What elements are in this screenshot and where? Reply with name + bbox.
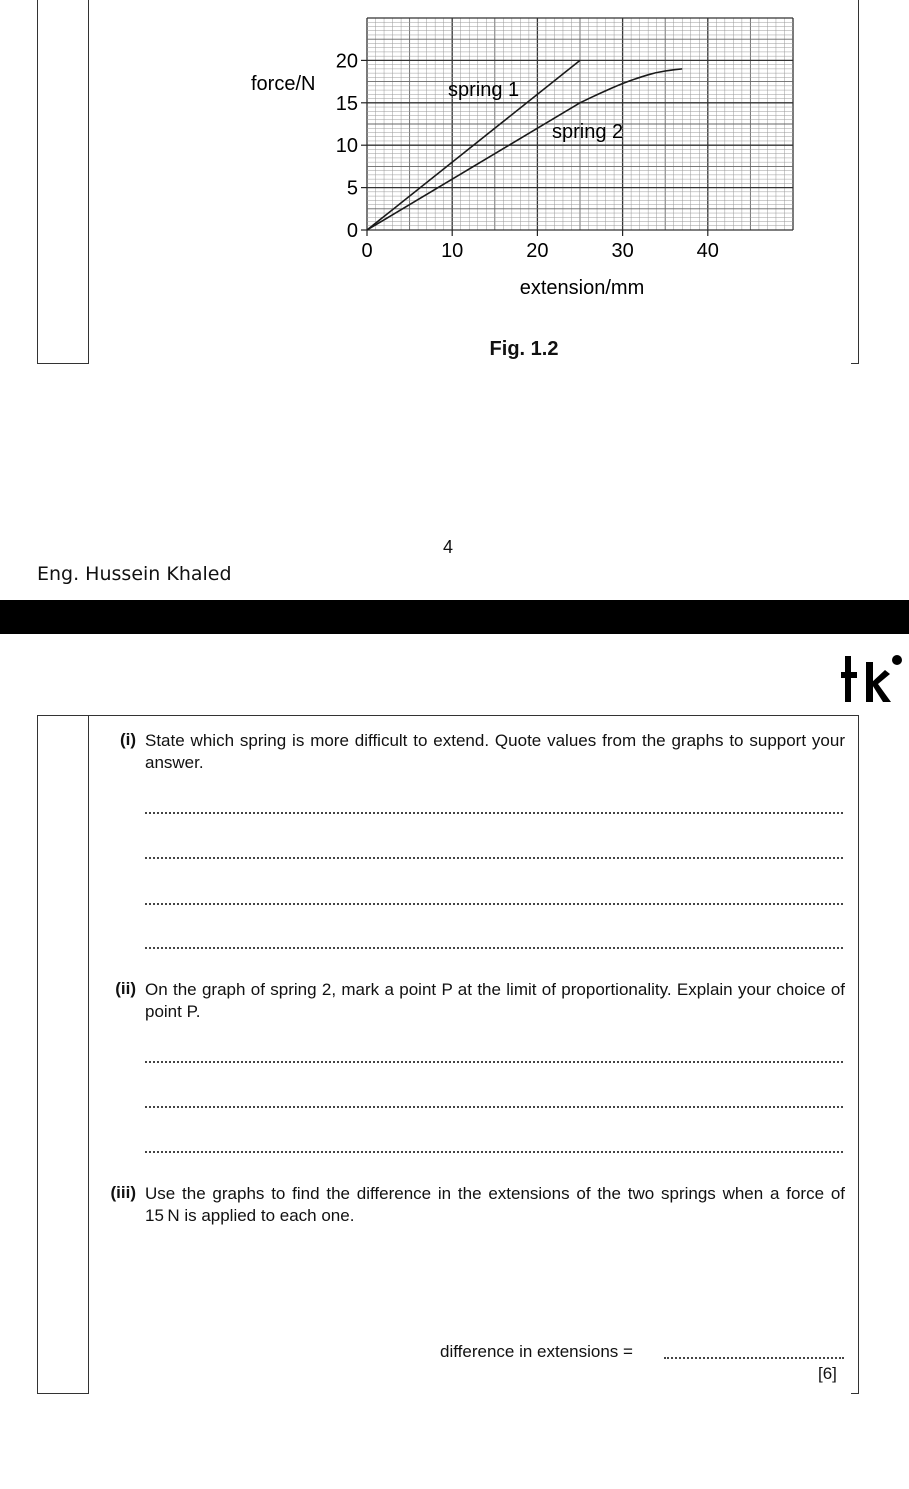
question-iii-text: Use the graphs to find the difference in the extensions of the two springs when a force of 15 N is applied to each one.	[145, 1184, 845, 1225]
x-axis-label: extension/mm	[519, 277, 645, 299]
question-frame-left	[37, 715, 38, 1394]
y-tick-label: 15	[335, 92, 358, 115]
y-tick-label: 10	[335, 135, 358, 158]
answer-line-i-2[interactable]	[145, 857, 843, 859]
y-tick-label: 0	[346, 220, 358, 242]
force-extension-chart	[240, 10, 810, 300]
answer-line-i-3[interactable]	[145, 903, 843, 905]
question-frame-bottom	[37, 1393, 89, 1394]
frame-bottom-border	[37, 363, 89, 364]
author-name: Eng. Hussein Khaled	[37, 563, 232, 585]
question-frame-inner	[88, 715, 89, 1394]
x-tick-label: 40	[696, 240, 719, 262]
x-tick-label: 10	[441, 240, 464, 262]
x-tick-label: 0	[361, 240, 373, 262]
y-axis-label: force/N	[251, 73, 316, 95]
answer-line-i-4[interactable]	[145, 947, 843, 949]
frame-left-border	[37, 0, 38, 364]
y-tick-label: 20	[335, 50, 358, 73]
y-tick-label: 5	[346, 177, 358, 200]
figure-caption: Fig. 1.2	[489, 338, 559, 360]
question-i-label: (i)	[119, 730, 136, 749]
question-frame-top	[37, 715, 859, 716]
difference-in-extensions-input[interactable]	[664, 1357, 844, 1359]
series-label-spring-2: spring 2	[552, 121, 624, 143]
question-frame-right-tick	[851, 1393, 859, 1394]
question-frame-right	[858, 715, 859, 1394]
answer-line-i-1[interactable]	[145, 812, 843, 814]
question-iii-label: (iii)	[110, 1183, 136, 1202]
question-ii-label: (ii)	[115, 979, 136, 998]
answer-line-ii-3[interactable]	[145, 1151, 843, 1153]
question-i-text: State which spring is more difficult to extend. Quote values from the graphs to support your answer.	[145, 731, 845, 772]
x-tick-label: 20	[526, 240, 549, 262]
series-label-spring-1: spring 1	[448, 79, 520, 101]
frame-inner-border	[88, 0, 89, 364]
frame-right-tick	[851, 363, 859, 364]
page-number: 4	[442, 537, 453, 557]
marks-total: [6]	[818, 1364, 837, 1383]
page-separator-band	[0, 600, 909, 634]
hk-logo-icon	[838, 652, 904, 704]
frame-right-border	[858, 0, 859, 364]
difference-in-extensions-label: difference in extensions =	[440, 1342, 633, 1361]
answer-line-ii-2[interactable]	[145, 1106, 843, 1108]
question-ii-text: On the graph of spring 2, mark a point P at the limit of proportionality. Explain your choice of point P.	[145, 980, 845, 1021]
x-tick-label: 30	[611, 240, 634, 262]
answer-line-ii-1[interactable]	[145, 1061, 843, 1063]
